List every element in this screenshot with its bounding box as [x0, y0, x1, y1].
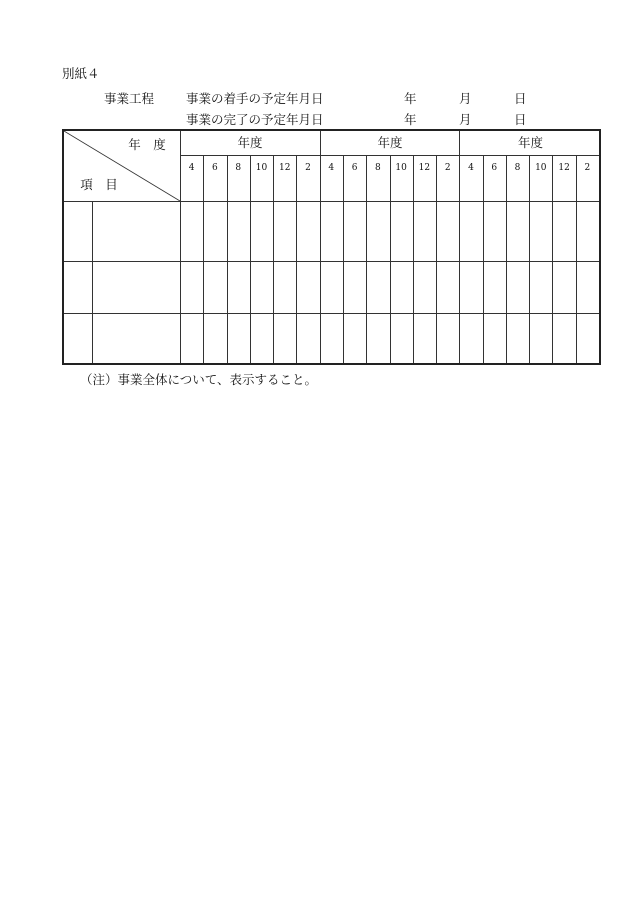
attachment-label: 別紙４: [62, 66, 100, 81]
table-vline: [436, 155, 437, 363]
corner-item-label: 項 目: [80, 177, 118, 192]
month-label: 4: [468, 163, 474, 173]
month-label: 8: [514, 163, 521, 173]
end-month-unit: 月: [459, 112, 472, 127]
month-label: 4: [188, 163, 195, 173]
month-label: 8: [235, 163, 242, 173]
month-label: 12: [558, 163, 570, 173]
table-hline: [64, 201, 599, 202]
table-vline: [227, 155, 228, 363]
table-vline: [483, 155, 484, 363]
table-vline: [390, 155, 391, 363]
month-label: 10: [535, 163, 547, 173]
month-label: 10: [255, 163, 268, 173]
month-label: 10: [395, 163, 407, 173]
month-label: 2: [584, 163, 591, 173]
month-label: 2: [305, 163, 311, 173]
table-vline: [529, 155, 530, 363]
month-label: 12: [279, 163, 291, 173]
table-vline: [366, 155, 367, 363]
month-label: 12: [418, 163, 431, 173]
table-vline: [343, 155, 344, 363]
month-label: 2: [444, 163, 451, 173]
table-hline: [64, 313, 599, 314]
table-vline: [203, 155, 204, 363]
table-vline: [273, 155, 274, 363]
end-date-label: 事業の完了の予定年月日: [186, 112, 324, 127]
year-header-2: 年度: [377, 135, 403, 150]
year-header-3: 年度: [517, 135, 543, 150]
table-vline: [250, 155, 251, 363]
end-day-unit: 日: [514, 112, 527, 127]
start-day-unit: 日: [514, 91, 527, 106]
month-label: 4: [328, 163, 335, 173]
month-label: 6: [491, 163, 498, 173]
month-label: 6: [351, 163, 358, 173]
year-header-1: 年度: [237, 135, 263, 150]
end-year-unit: 年: [404, 112, 417, 127]
table-vline: [552, 155, 553, 363]
table-hline: [64, 261, 599, 262]
table-vline: [413, 155, 414, 363]
table-vline: [576, 155, 577, 363]
table-note: （注）事業全体について、表示すること。: [80, 372, 318, 387]
project-schedule-label: 事業工程: [104, 91, 155, 106]
table-vline: [506, 155, 507, 363]
table-vline: [296, 155, 297, 363]
month-label: 8: [374, 163, 381, 173]
start-year-unit: 年: [404, 91, 417, 106]
table-vline: [92, 201, 93, 363]
corner-year-label: 年 度: [128, 137, 166, 152]
start-month-unit: 月: [459, 91, 472, 106]
start-date-label: 事業の着手の予定年月日: [186, 91, 324, 106]
schedule-table: [62, 129, 601, 365]
month-label: 6: [212, 163, 218, 173]
